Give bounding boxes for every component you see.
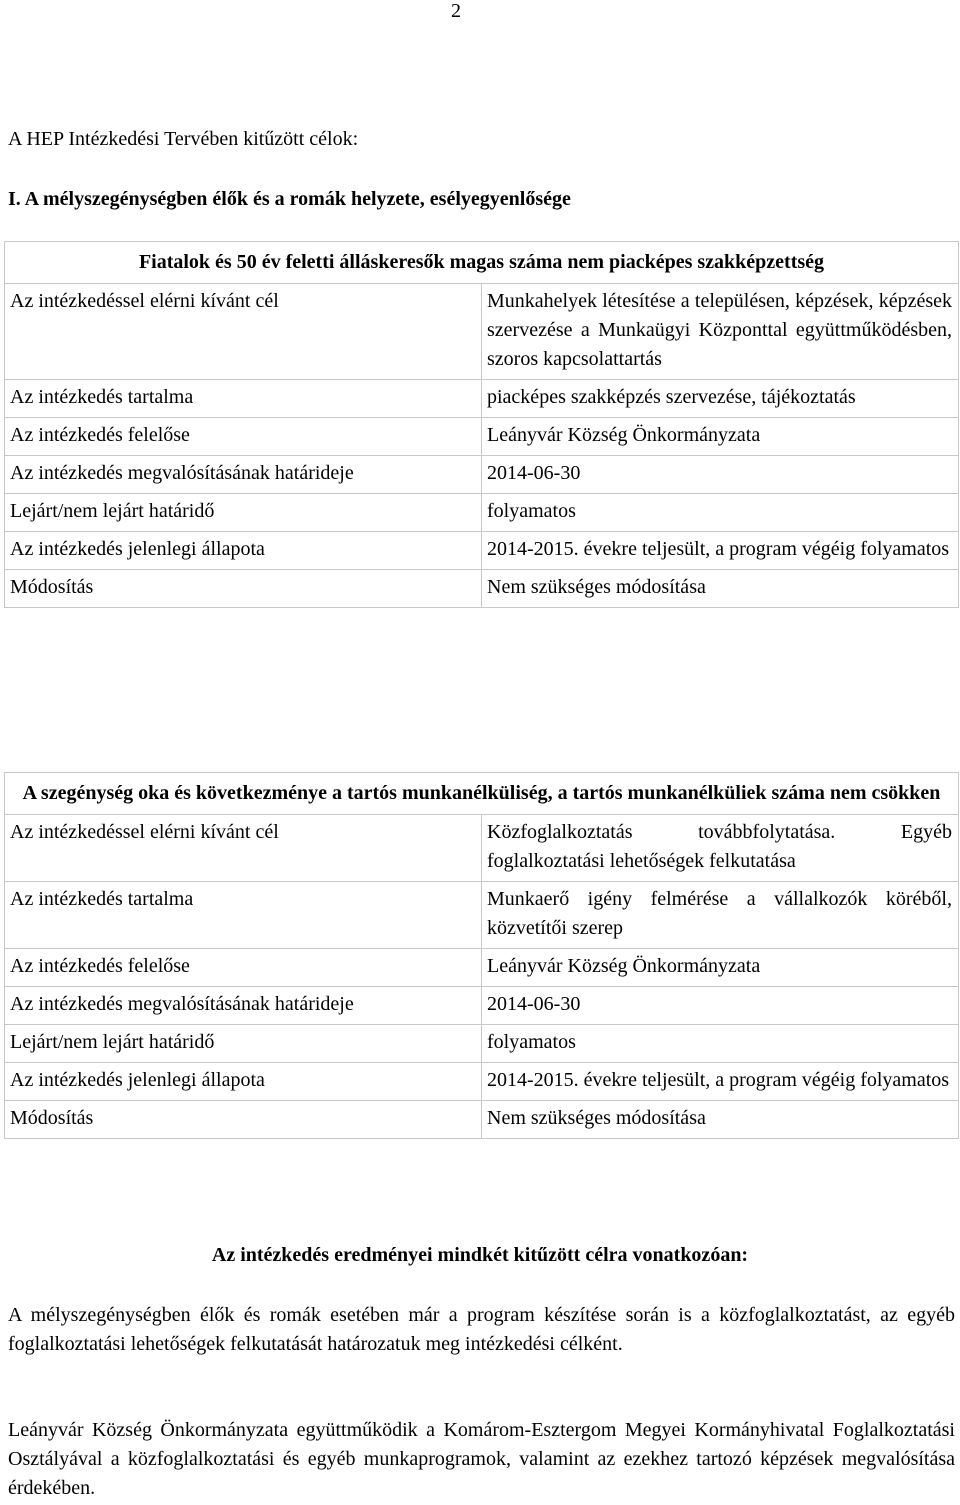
row-value: Munkaerő igény felmérése a vállalkozók köréből, közvetítői szerep [482, 882, 959, 949]
row-value: 2014-2015. évekre teljesült, a program végéig folyamatos [482, 1063, 959, 1101]
row-value: Munkahelyek létesítése a településen, képzések, képzések szervezése a Munkaügyi Központtal együttműködésben, szoros kapcsolattartás [482, 284, 959, 380]
intro-text: A HEP Intézkedési Tervében kitűzött célok: [8, 128, 359, 150]
row-value: Leányvár Község Önkormányzata [482, 418, 959, 456]
row-value: Nem szükséges módosítása [482, 570, 959, 608]
row-value: Nem szükséges módosítása [482, 1101, 959, 1139]
table-row [5, 456, 959, 494]
table-heading: Fiatalok és 50 év feletti álláskeresők magas száma nem piacképes szakképzettség [5, 242, 959, 284]
row-label: Az intézkedéssel elérni kívánt cél [5, 815, 482, 882]
row-value: 2014-06-30 [482, 987, 959, 1025]
row-label: Az intézkedés megvalósításának határideje [5, 987, 482, 1025]
row-label: Az intézkedés tartalma [5, 882, 482, 949]
table-row [5, 380, 959, 418]
row-label: Lejárt/nem lejárt határidő [5, 1025, 482, 1063]
table-heading-row [5, 242, 959, 284]
table-row [5, 1101, 959, 1139]
row-value: Közfoglalkoztatás továbbfolytatása. Egyéb foglalkoztatási lehetőségek felkutatása [482, 815, 959, 882]
table-row [5, 532, 959, 570]
measure-table-1 [4, 241, 959, 608]
row-label: Az intézkedés tartalma [5, 380, 482, 418]
measure-table-2 [4, 772, 959, 1139]
table-row [5, 284, 959, 380]
row-label: Módosítás [5, 1101, 482, 1139]
table-row [5, 1025, 959, 1063]
row-value: 2014-2015. évekre teljesült, a program végéig folyamatos [482, 532, 959, 570]
row-label: Az intézkedés megvalósításának határideje [5, 456, 482, 494]
results-title: Az intézkedés eredményei mindkét kitűzött célra vonatkozóan: [211, 1244, 749, 1266]
table-row [5, 987, 959, 1025]
table-heading: A szegénység oka és következménye a tartós munkanélküliség, a tartós munkanélküliek száma nem csökken [5, 773, 959, 815]
paragraph: A mélyszegénységben élők és romák esetében már a program készítése során is a közfoglalkoztatást, az egyéb foglalkoztatási lehetőségek felkutatását határozatuk meg intézkedési célként. [8, 1304, 955, 1355]
row-label: Az intézkedés felelőse [5, 949, 482, 987]
row-value: folyamatos [482, 1025, 959, 1063]
row-value: 2014-06-30 [482, 456, 959, 494]
row-value: folyamatos [482, 494, 959, 532]
row-label: Az intézkedés jelenlegi állapota [5, 532, 482, 570]
table-row [5, 418, 959, 456]
row-label: Az intézkedés jelenlegi állapota [5, 1063, 482, 1101]
table-row [5, 882, 959, 949]
table-row [5, 494, 959, 532]
section-title: I. A mélyszegénységben élők és a romák helyzete, esélyegyenlősége [8, 188, 571, 210]
table-heading-row [5, 773, 959, 815]
row-label: Lejárt/nem lejárt határidő [5, 494, 482, 532]
page-number: 2 [451, 0, 461, 22]
row-value: Leányvár Község Önkormányzata [482, 949, 959, 987]
table-row [5, 949, 959, 987]
row-label: Az intézkedés felelőse [5, 418, 482, 456]
row-value: piacképes szakképzés szervezése, tájékoztatás [482, 380, 959, 418]
table-row [5, 815, 959, 882]
table-row [5, 1063, 959, 1101]
table-row [5, 570, 959, 608]
row-label: Módosítás [5, 570, 482, 608]
row-label: Az intézkedéssel elérni kívánt cél [5, 284, 482, 380]
paragraph: Leányvár Község Önkormányzata együttműködik a Komárom-Esztergom Megyei Kormányhivatal Foglalkoztatási Osztályával a közfoglalkoztatási és egyéb munkaprogramok, valamint az ezekhez tartozó képzések megvalósítása érdekében. [8, 1419, 955, 1499]
